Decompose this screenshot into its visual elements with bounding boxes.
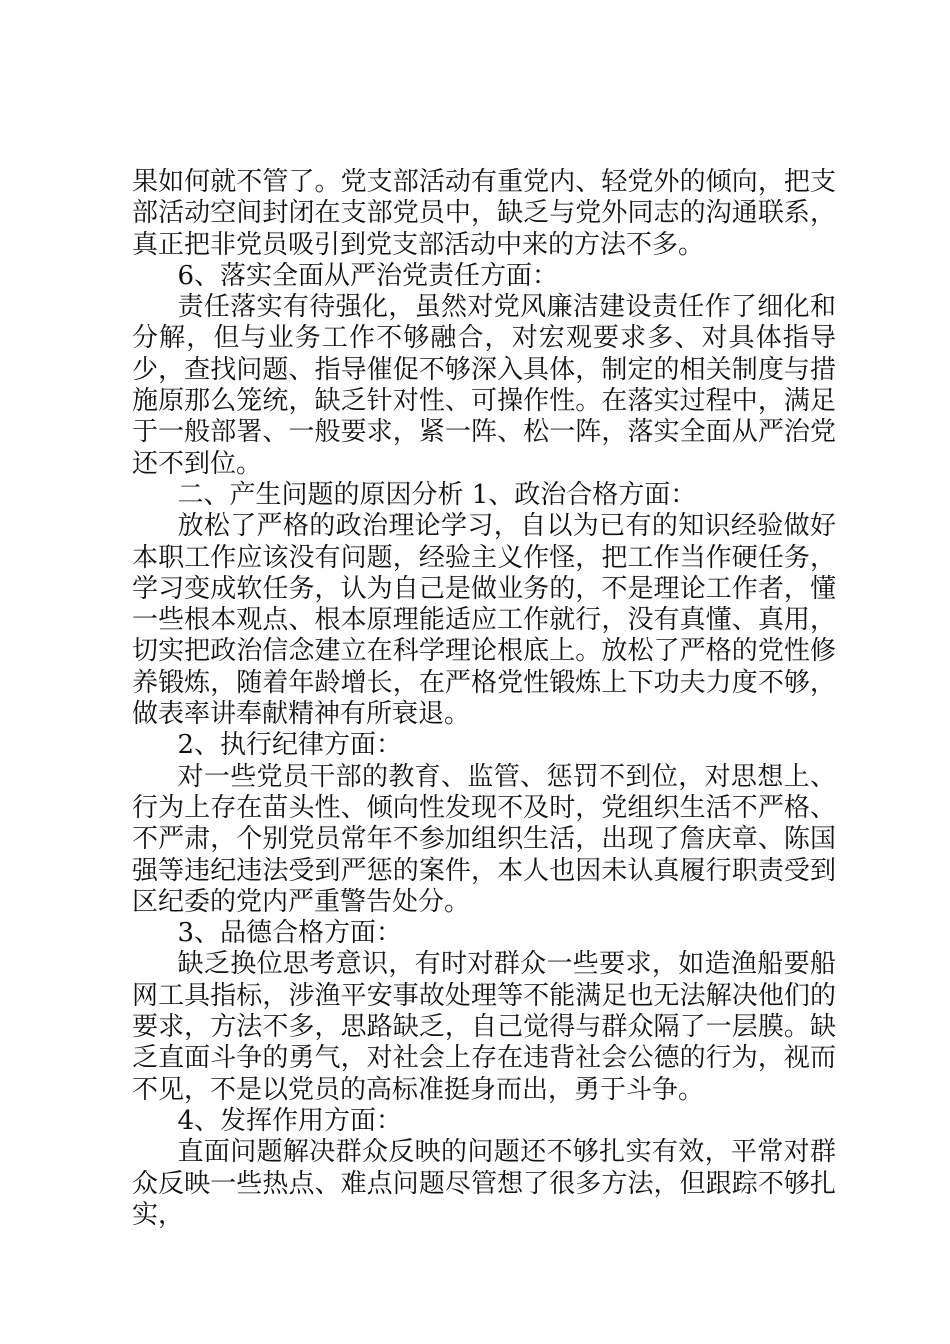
section-heading-6: 6、落实全面从严治党责任方面： (177, 260, 559, 291)
section-heading-2: 2、执行纪律方面： (177, 730, 403, 761)
section-heading-causes: 二、产生问题的原因分析 1、政治合格方面： (177, 479, 697, 510)
document-page (132, 167, 836, 1231)
paragraph-continuation: 果如何就不管了。党支部活动有重党内、轻党外的倾向，把支部活动空间封闭在支部党员中，缺乏与党外同志的沟通联系，真正把非党员吸引到党支部活动中来的方法不多。 (132, 167, 836, 260)
section-heading-4: 4、发挥作用方面： (177, 1105, 403, 1136)
paragraph-responsibility: 责任落实有待强化，虽然对党风廉洁建设责任作了细化和分解，但与业务工作不够融合，对宏观要求多、对具体指导少，查找问题、指导催促不够深入具体，制定的相关制度与措施原那么笼统，缺乏针对性、可操作性。在落实过程中，满足于一般部署、一般要求，紧一阵、松一阵，落实全面从严治党还不到位。 (132, 292, 836, 479)
paragraph-role: 直面问题解决群众反映的问题还不够扎实有效，平常对群众反映一些热点、难点问题尽管想了很多方法，但跟踪不够扎实， (132, 1137, 836, 1230)
paragraph-discipline: 对一些党员干部的教育、监管、惩罚不到位，对思想上、行为上存在苗头性、倾向性发现不及时，党组织生活不严格、不严肃，个别党员常年不参加组织生活，出现了詹庆章、陈国强等违纪违法受到严惩的案件，本人也因未认真履行职责受到区纪委的党内严重警告处分。 (132, 761, 836, 917)
paragraph-political: 放松了严格的政治理论学习，自以为已有的知识经验做好本职工作应该没有问题，经验主义作怪，把工作当作硬任务，学习变成软任务，认为自己是做业务的，不是理论工作者，懂一些根本观点、根本原理能适应工作就行，没有真懂、真用，切实把政治信念建立在科学理论根底上。放松了严格的党性修养锻炼，随着年龄增长，在严格党性锻炼上下功夫力度不够，做表率讲奉献精神有所衰退。 (132, 511, 836, 730)
section-heading-3: 3、品德合格方面： (177, 918, 403, 949)
paragraph-morality: 缺乏换位思考意识，有时对群众一些要求，如造渔船要船网工具指标，涉渔平安事故处理等不能满足也无法解决他们的要求，方法不多，思路缺乏，自己觉得与群众隔了一层膜。缺乏直面斗争的勇气，对社会上存在违背社会公德的行为，视而不见，不是以党员的高标准挺身而出，勇于斗争。 (132, 949, 836, 1105)
